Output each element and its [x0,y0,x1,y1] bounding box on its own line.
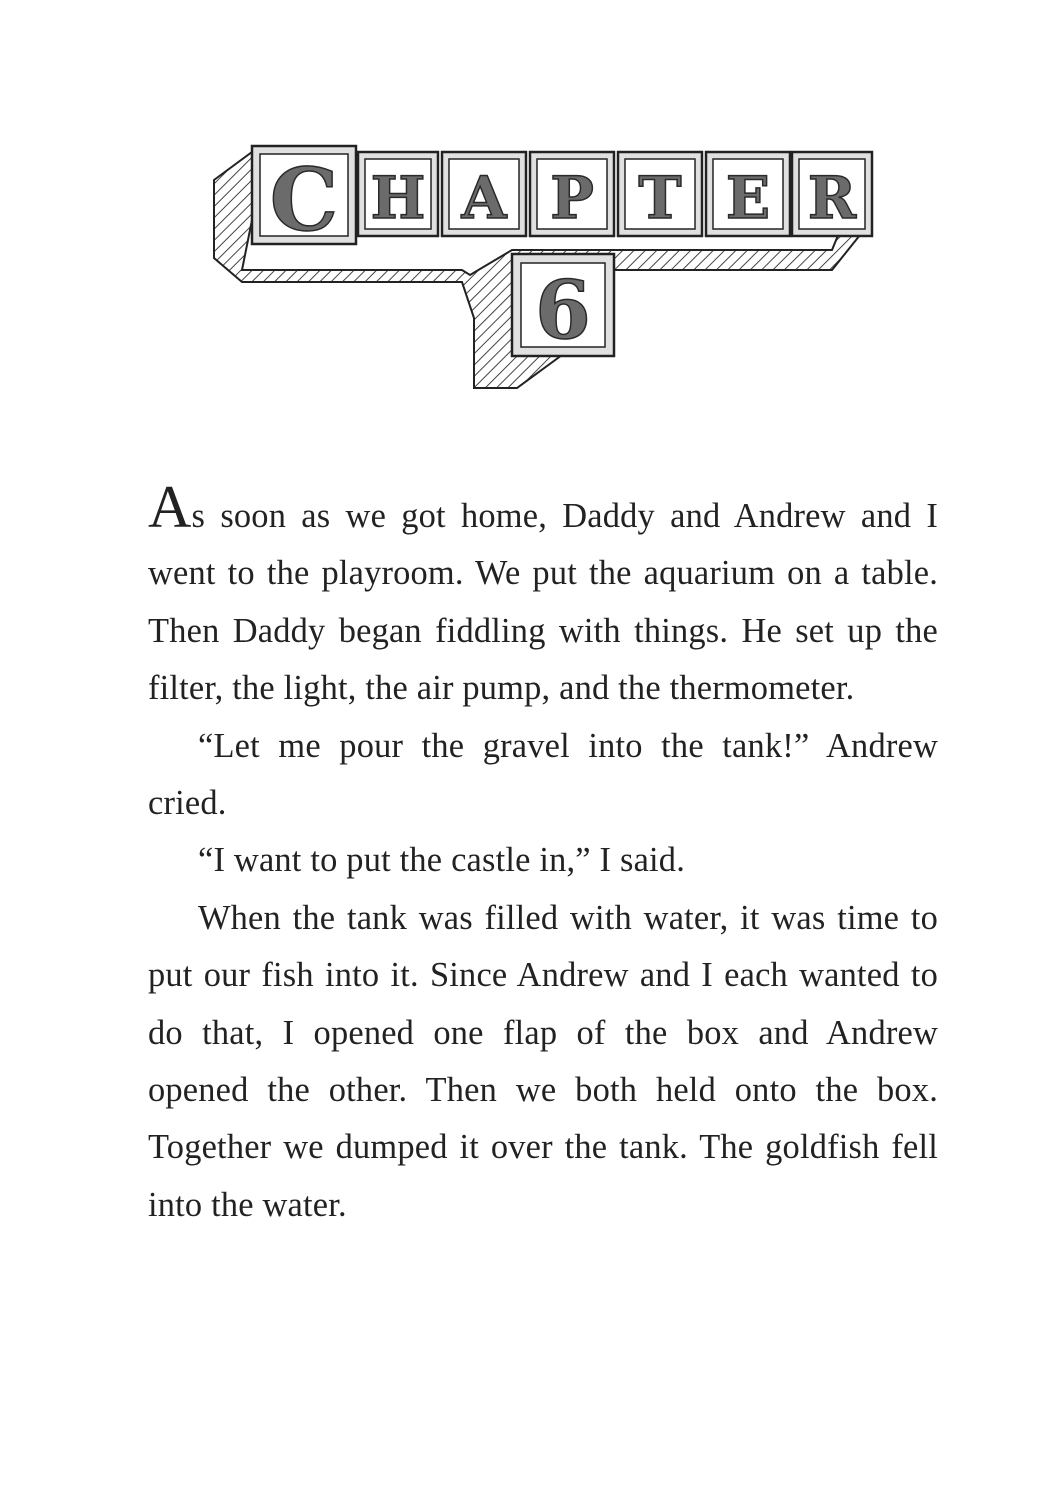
chapter-body-text [148,474,938,1234]
number-block [512,254,614,357]
letter-a: A [461,164,507,232]
drop-cap: A [148,474,192,540]
paragraph-3: “I want to put the castle in,” I said. [198,841,686,880]
letter-block-t [618,152,702,236]
letter-h: H [370,164,426,232]
paragraph-2: “Let me pour the gravel into the tank!” Andrew cried. [148,726,938,823]
letter-r: R [807,164,857,232]
letter-block-h [358,152,438,236]
chapter-number: 6 [535,263,591,357]
letter-c: C [269,150,339,251]
chapter-heading [212,140,876,395]
letter-p: P [550,164,594,232]
paragraph-1-text: s soon as we got home, Daddy and Andrew and I went to the playroom. We put the aquarium on a table. Then Daddy began fiddling with things. He set up the filter, the light, the air pump, and the thermometer. [148,497,938,708]
letter-t: T [638,164,682,232]
letter-block-c [252,146,356,251]
letter-block-a [442,152,526,236]
letter-e: E [725,164,771,232]
paragraph-4: When the tank was filled with water, it was time to put our fish into it. Since Andrew and I each wanted to do that, I opened one flap of the box and Andrew opened the other. Then we both held onto the box. Together we dumped it over the tank. The goldfish fell into the water. [148,898,938,1224]
letter-block-p [530,152,614,236]
letter-block-e [706,152,790,236]
paragraph-1 [148,474,938,718]
letter-block-r [792,152,872,236]
